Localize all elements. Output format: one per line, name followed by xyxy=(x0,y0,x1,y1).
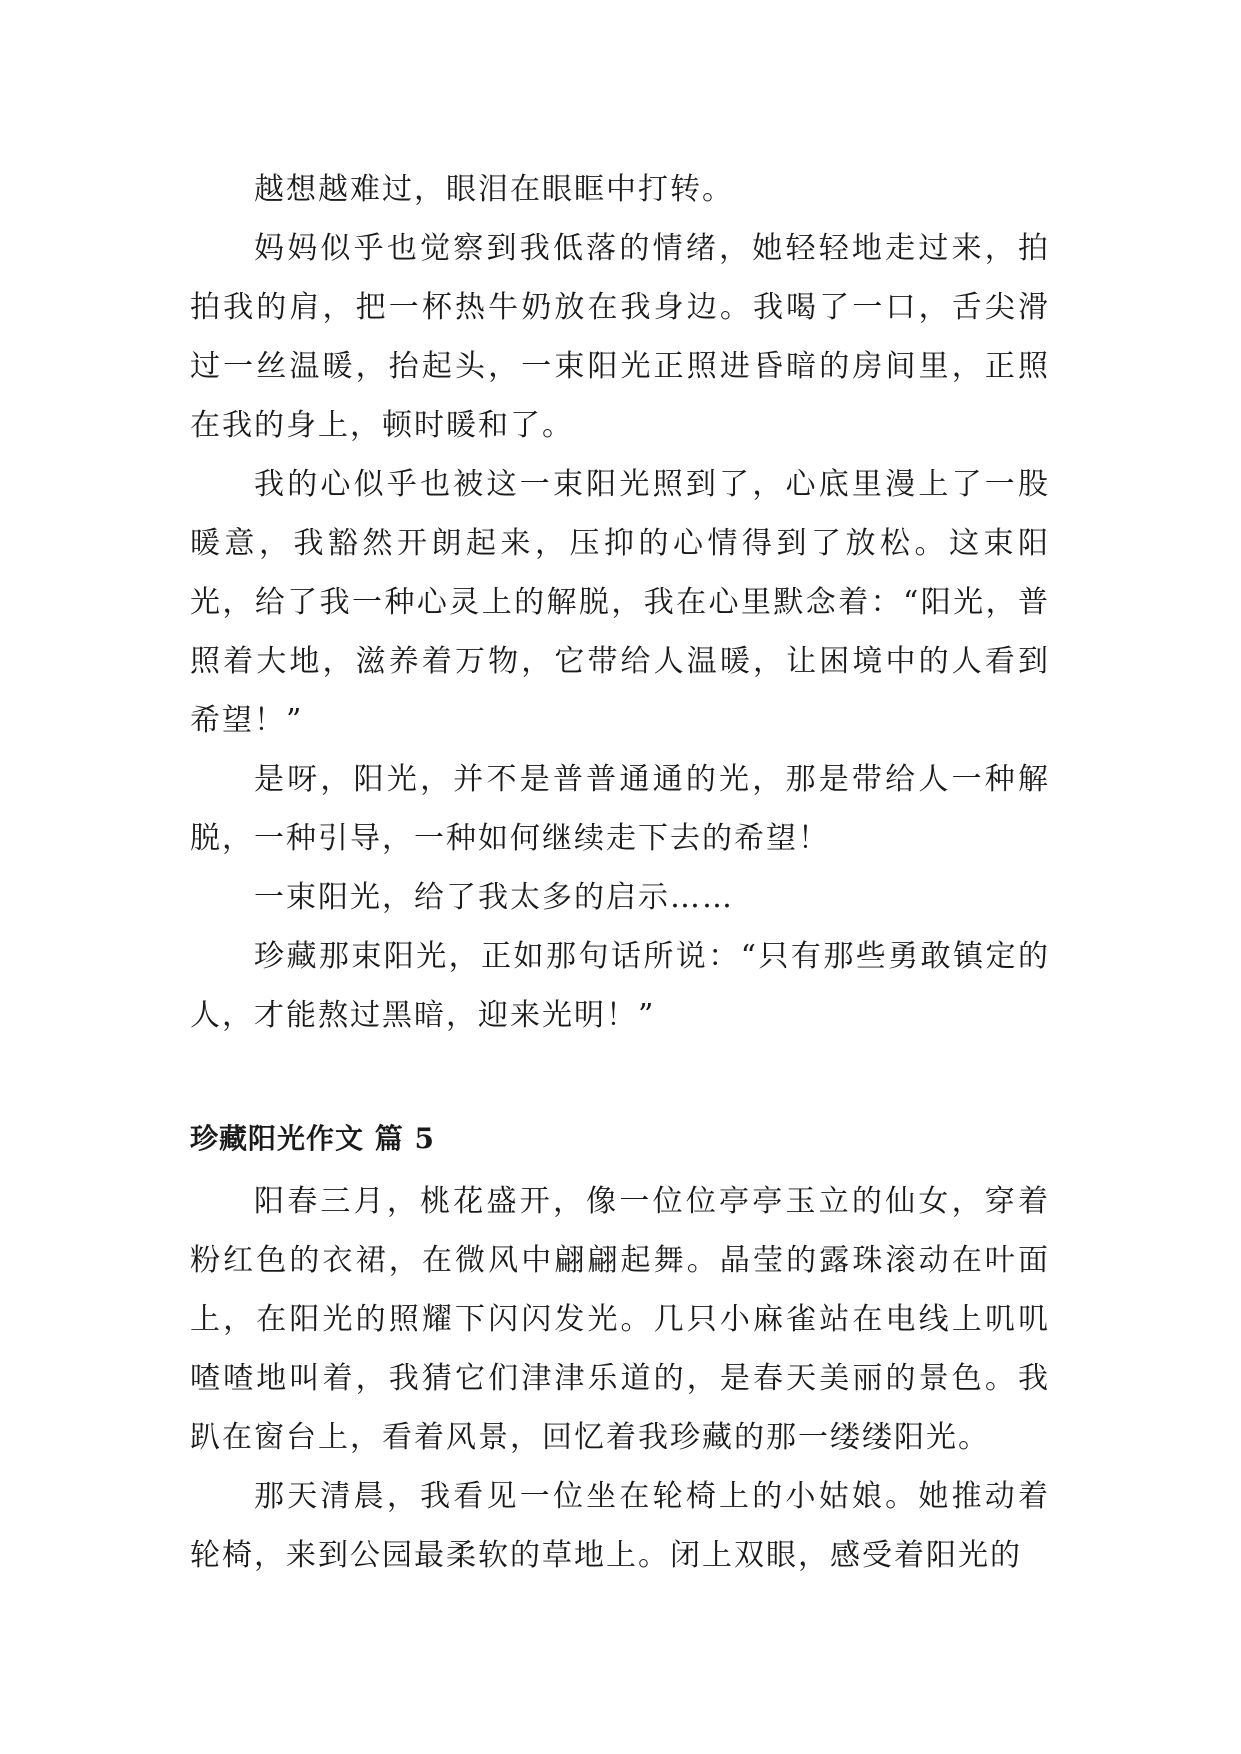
paragraph: 是呀，阳光，并不是普普通通的光，那是带给人一种解脱，一种引导，一种如何继续走下去的希望！ xyxy=(190,762,1050,856)
document-body xyxy=(190,160,1050,1585)
section-title: 珍藏阳光作文 篇 5 xyxy=(190,1122,435,1155)
paragraph: 一束阳光，给了我太多的启示…… xyxy=(254,880,734,915)
paragraph: 越想越难过，眼泪在眼眶中打转。 xyxy=(254,172,734,207)
paragraph: 阳春三月，桃花盛开，像一位位亭亭玉立的仙女，穿着粉红色的衣裙，在微风中翩翩起舞。晶莹的露珠滚动在叶面上，在阳光的照耀下闪闪发光。几只小麻雀站在电线上叽叽喳喳地叫着，我猜它们津津乐道的，是春天美丽的景色。我趴在窗台上，看着风景，回忆着我珍藏的那一缕缕阳光。 xyxy=(190,1184,1050,1455)
paragraph: 那天清晨，我看见一位坐在轮椅上的小姑娘。她推动着轮椅，来到公园最柔软的草地上。闭上双眼，感受着阳光的 xyxy=(190,1479,1050,1573)
paragraph: 珍藏那束阳光，正如那句话所说：“只有那些勇敢镇定的人，才能熬过黑暗，迎来光明！” xyxy=(190,939,1050,1033)
paragraph: 我的心似乎也被这一束阳光照到了，心底里漫上了一股暖意，我豁然开朗起来，压抑的心情得到了放松。这束阳光，给了我一种心灵上的解脱，我在心里默念着：“阳光，普照着大地，滋养着万物，它带给人温暖，让困境中的人看到希望！” xyxy=(190,467,1050,738)
paragraph: 妈妈似乎也觉察到我低落的情绪，她轻轻地走过来，拍拍我的肩，把一杯热牛奶放在我身边。我喝了一口，舌尖滑过一丝温暖，抬起头，一束阳光正照进昏暗的房间里，正照在我的身上，顿时暖和了。 xyxy=(190,231,1050,443)
